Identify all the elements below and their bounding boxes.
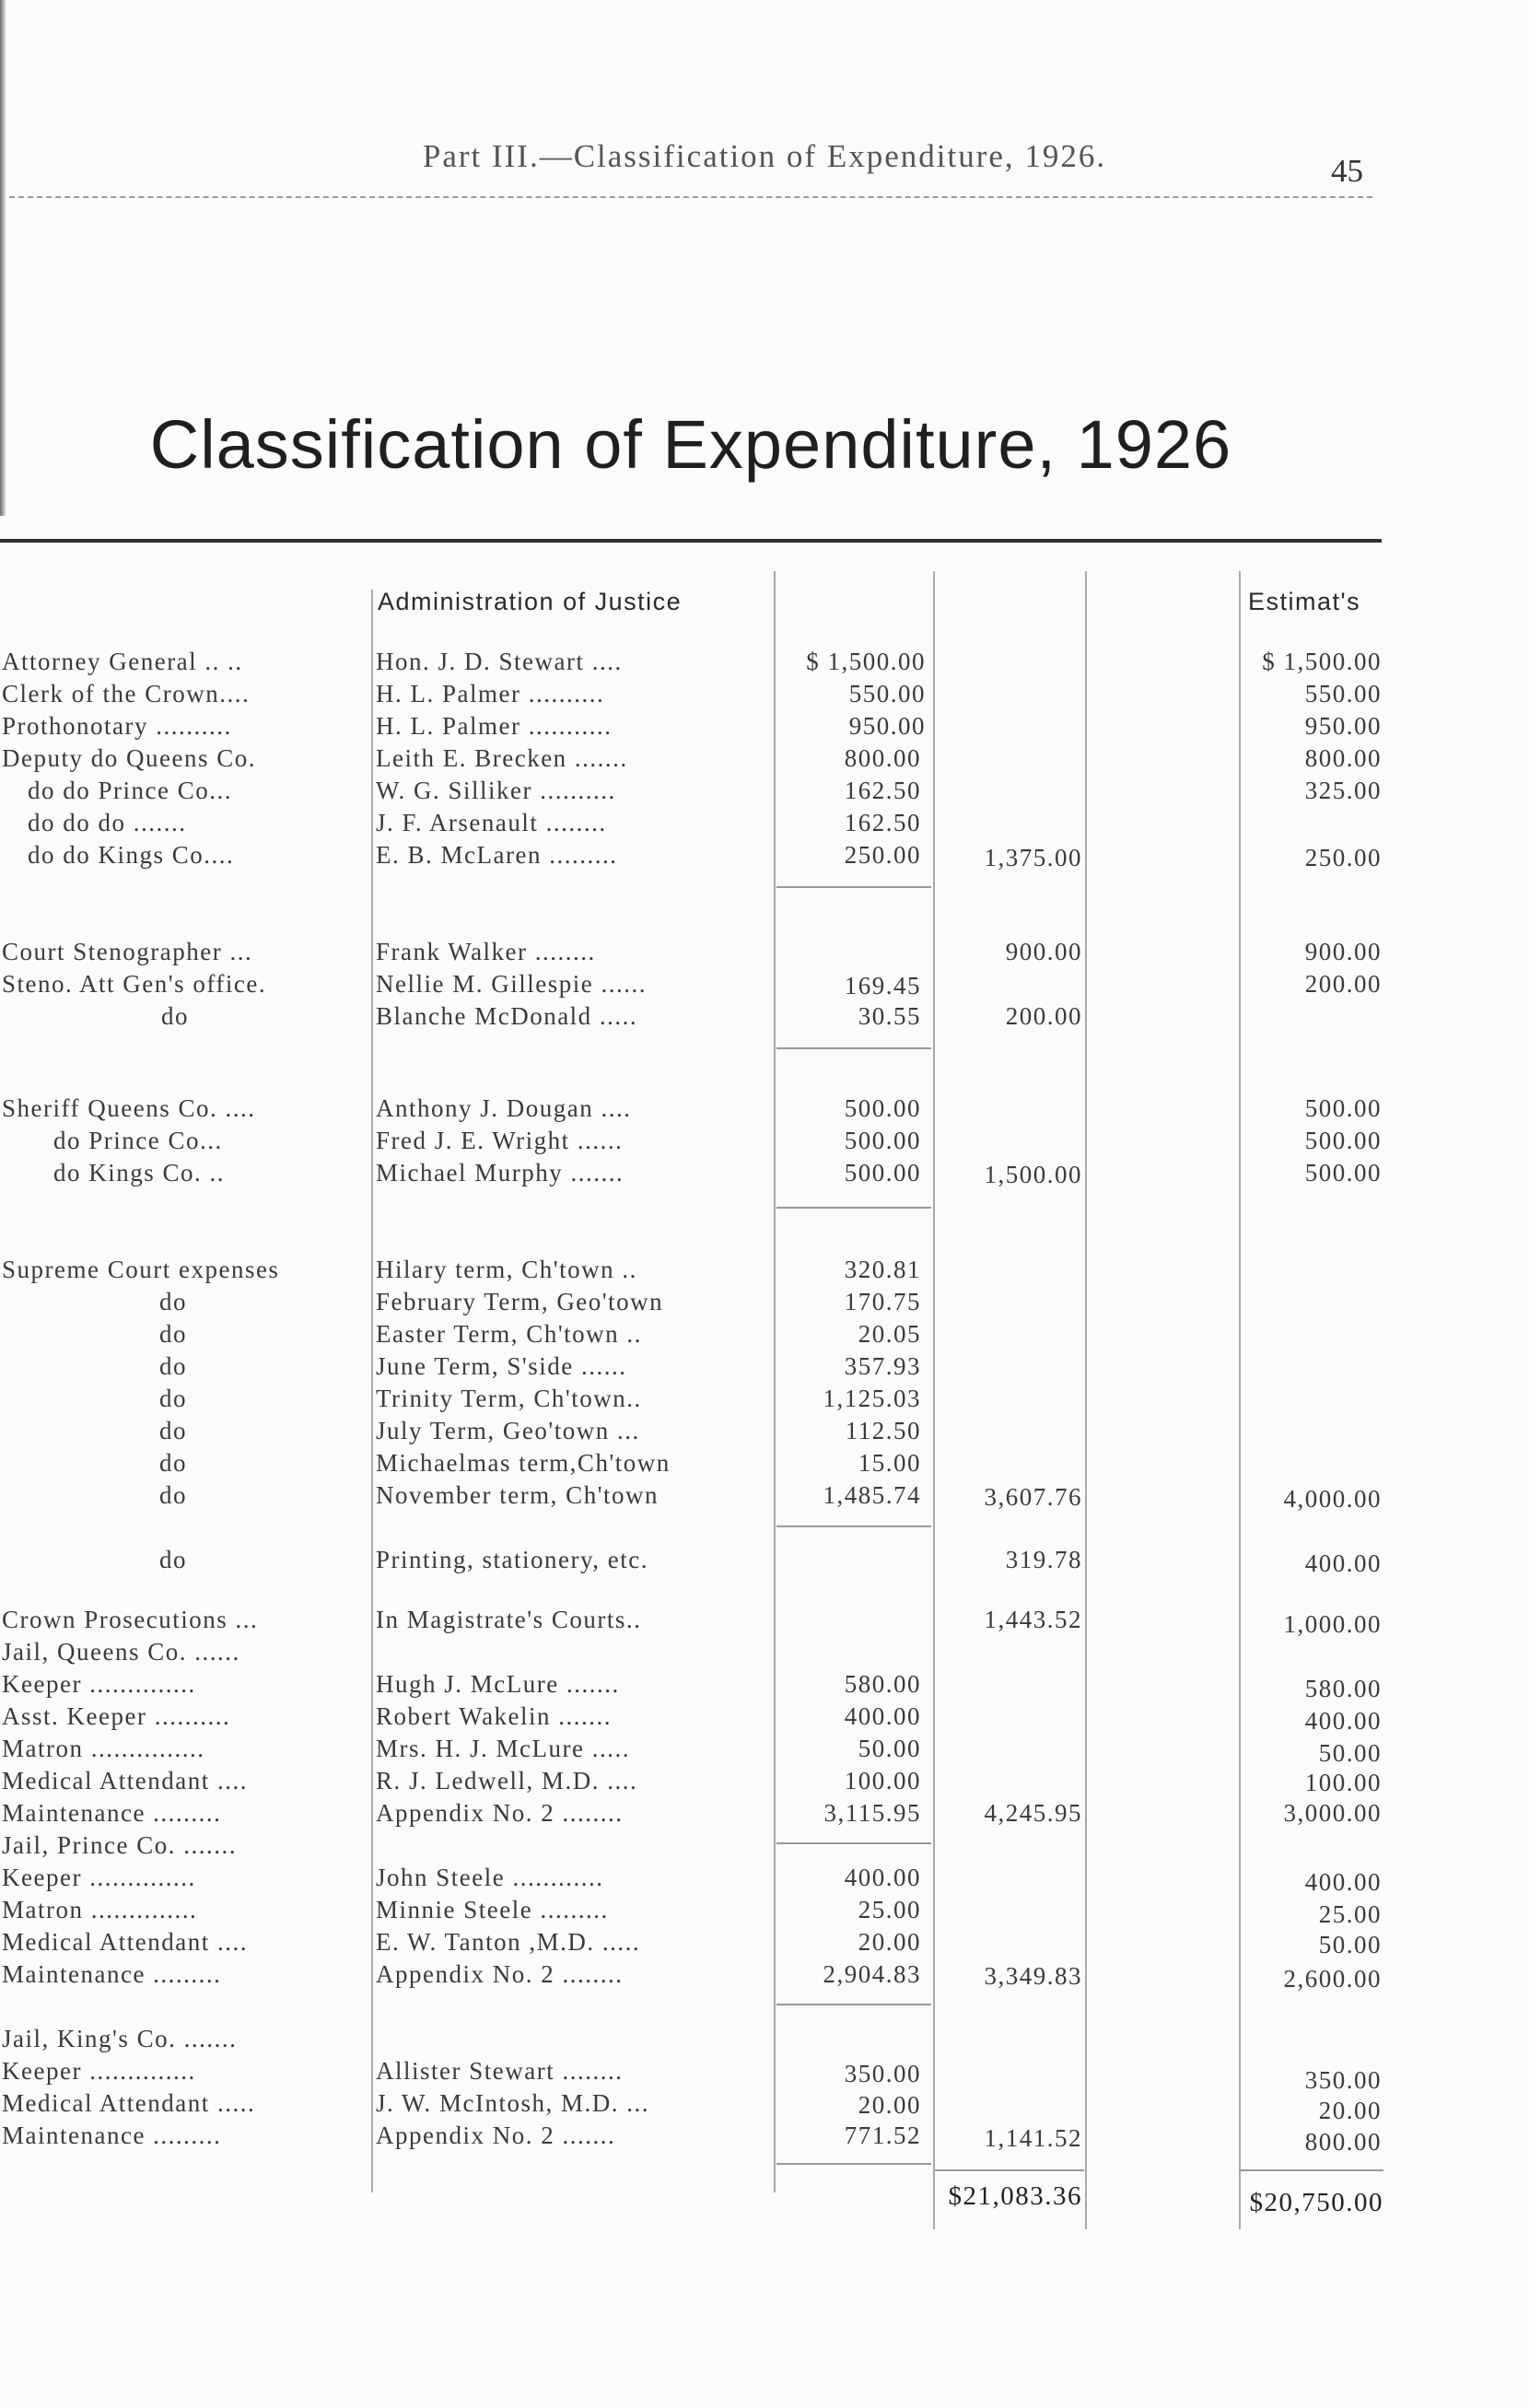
subtotal-rule: [776, 1047, 931, 1049]
row-amount: 400.00: [844, 1864, 921, 1891]
row-estimate: $ 1,500.00: [1262, 648, 1382, 675]
row-estimate: 500.00: [1304, 1159, 1382, 1186]
row-name: Mrs. H. J. McLure .....: [376, 1735, 630, 1762]
row-amount: 500.00: [844, 1094, 921, 1122]
subtotal-rule: [776, 1842, 931, 1844]
row-name: Appendix No. 2 ........: [376, 1799, 624, 1827]
estimates-grand-total: $20,750.00: [1249, 2188, 1383, 2217]
row-name: Trinity Term, Ch'town..: [376, 1385, 642, 1412]
row-name: June Term, S'side ......: [376, 1352, 627, 1380]
row-name: November term, Ch'town: [376, 1481, 659, 1509]
row-amount: 320.81: [844, 1256, 921, 1283]
row-name: Hon. J. D. Stewart ....: [376, 648, 623, 675]
row-estimate: 250.00: [1304, 844, 1382, 871]
column-separator-subtotal-right: [1085, 571, 1087, 2229]
expenditure-grand-total: $21,083.36: [948, 2181, 1082, 2211]
row-name: H. L. Palmer ...........: [376, 712, 613, 740]
row-name: Hugh J. McLure .......: [376, 1670, 620, 1698]
row-item: do: [159, 1546, 187, 1573]
row-amount: 15.00: [858, 1449, 921, 1477]
row-name: February Term, Geo'town: [376, 1288, 664, 1315]
row-amount: 20.00: [858, 2091, 921, 2119]
row-name: Leith E. Brecken .......: [376, 744, 628, 772]
row-estimate: 580.00: [1304, 1675, 1382, 1702]
row-item: do do do .......: [28, 809, 187, 836]
row-item: Jail, Queens Co. ......: [2, 1638, 240, 1666]
row-item: Deputy do Queens Co.: [2, 744, 256, 772]
row-item: Clerk of the Crown....: [2, 680, 251, 707]
row-item: do: [159, 1320, 187, 1348]
total-rule: [935, 2169, 1084, 2171]
row-estimate: 325.00: [1304, 777, 1382, 804]
running-head: Part III.—Classification of Expenditure, 1926.: [422, 138, 1107, 174]
subtotal-rule: [776, 1525, 931, 1527]
total-rule: [1241, 2169, 1383, 2171]
column-separator-amount: [774, 571, 776, 2192]
row-name: Robert Wakelin .......: [376, 1702, 613, 1730]
header-rule: [9, 196, 1372, 198]
row-name: J. F. Arsenault ........: [376, 809, 607, 836]
row-name: E. B. McLaren .........: [376, 841, 618, 869]
row-item: Keeper ..............: [2, 2057, 196, 2085]
row-name: Minnie Steele .........: [376, 1896, 609, 1923]
row-item: Maintenance .........: [2, 1960, 222, 1988]
row-subtotal: 4,245.95: [984, 1799, 1082, 1827]
row-name: Easter Term, Ch'town ..: [376, 1320, 642, 1348]
row-item: Keeper ..............: [2, 1670, 196, 1698]
row-amount: 771.52: [844, 2122, 921, 2149]
row-subtotal: 3,349.83: [984, 1962, 1082, 1990]
row-name: John Steele ............: [376, 1864, 604, 1891]
row-name: J. W. McIntosh, M.D. ...: [376, 2089, 650, 2117]
row-estimate: 25.00: [1318, 1900, 1382, 1928]
row-item: do Kings Co. ..: [53, 1159, 226, 1186]
row-estimate: 950.00: [1304, 712, 1382, 740]
row-amount: 350.00: [844, 2060, 921, 2087]
row-name: Fred J. E. Wright ......: [376, 1127, 624, 1154]
row-amount: 170.75: [844, 1288, 921, 1315]
row-item: do: [159, 1417, 187, 1444]
row-item: do: [159, 1481, 187, 1509]
row-item: Maintenance .........: [2, 2122, 222, 2149]
row-item: do: [161, 1002, 189, 1030]
row-item: do Prince Co...: [53, 1127, 223, 1154]
row-item: Jail, King's Co. .......: [2, 2025, 238, 2052]
row-subtotal: 3,607.76: [984, 1483, 1082, 1511]
row-name: Allister Stewart ........: [376, 2057, 624, 2085]
row-amount: 20.05: [858, 1320, 921, 1348]
row-name: H. L. Palmer ..........: [376, 680, 605, 707]
row-item: Matron ...............: [2, 1735, 205, 1762]
row-estimate: 200.00: [1304, 970, 1382, 998]
row-estimate: 400.00: [1304, 1549, 1382, 1577]
subtotal-rule: [776, 2163, 931, 2165]
row-name: W. G. Silliker ..........: [376, 777, 616, 804]
row-name: Appendix No. 2 ........: [376, 1960, 624, 1988]
row-amount: 250.00: [844, 841, 921, 869]
row-item: do: [159, 1288, 187, 1315]
row-item: do do Prince Co...: [28, 777, 232, 804]
row-item: Attorney General .. ..: [2, 648, 243, 675]
column-separator-subtotal: [933, 571, 935, 2229]
row-estimate: 50.00: [1318, 1739, 1382, 1767]
row-name: Frank Walker ........: [376, 938, 596, 965]
row-name: Blanche McDonald .....: [376, 1002, 638, 1030]
row-subtotal: 200.00: [1005, 1002, 1082, 1030]
row-estimate: 550.00: [1304, 680, 1382, 707]
row-amount: 100.00: [844, 1767, 921, 1794]
page-title: Classification of Expenditure, 1926: [149, 406, 1232, 483]
row-estimate: 2,600.00: [1283, 1965, 1382, 1993]
row-estimate: 4,000.00: [1283, 1485, 1382, 1513]
page-number: 45: [1331, 153, 1363, 189]
section-heading: Administration of Justice: [378, 588, 683, 615]
row-name: Nellie M. Gillespie ......: [376, 970, 647, 998]
row-amount: 20.00: [858, 1928, 921, 1956]
row-subtotal: 319.78: [1005, 1546, 1082, 1573]
row-amount: 357.93: [844, 1352, 921, 1380]
row-amount: 1,125.03: [823, 1385, 921, 1412]
row-estimate: 400.00: [1304, 1707, 1382, 1735]
row-estimate: 500.00: [1304, 1094, 1382, 1122]
row-item: Supreme Court expenses: [2, 1256, 280, 1283]
title-rule: [0, 539, 1382, 543]
row-item: Jail, Prince Co. .......: [2, 1831, 237, 1859]
row-estimate: 350.00: [1304, 2066, 1382, 2094]
row-item: Steno. Att Gen's office.: [2, 970, 267, 998]
row-item: Sheriff Queens Co. ....: [2, 1094, 256, 1122]
row-item: Maintenance .........: [2, 1799, 222, 1827]
row-item: Medical Attendant .....: [2, 2089, 256, 2117]
row-name: Michaelmas term,Ch'town: [376, 1449, 671, 1477]
subtotal-rule: [776, 886, 931, 888]
row-estimate: 50.00: [1318, 1931, 1382, 1958]
row-subtotal: 1,141.52: [984, 2124, 1082, 2152]
row-estimate: 800.00: [1304, 2128, 1382, 2156]
row-name: E. W. Tanton ,M.D. .....: [376, 1928, 641, 1956]
row-estimate: 1,000.00: [1283, 1610, 1382, 1638]
row-estimate: 100.00: [1304, 1769, 1382, 1796]
row-name: In Magistrate's Courts..: [376, 1606, 642, 1633]
row-name: Hilary term, Ch'town ..: [376, 1256, 637, 1283]
row-amount: 162.50: [844, 809, 921, 836]
row-subtotal: 900.00: [1005, 938, 1082, 965]
row-item: Court Stenographer ...: [2, 938, 253, 965]
row-subtotal: 1,443.52: [984, 1606, 1082, 1633]
column-separator-estimates: [1239, 571, 1241, 2229]
column-separator-item-name: [371, 590, 373, 2192]
row-name: July Term, Geo'town ...: [376, 1417, 640, 1444]
row-amount: 500.00: [844, 1127, 921, 1154]
row-subtotal: $ 1,500.00: [806, 648, 926, 675]
row-amount: 800.00: [844, 744, 921, 772]
row-amount: 400.00: [844, 1702, 921, 1730]
row-item: Asst. Keeper ..........: [2, 1702, 231, 1730]
row-item: Medical Attendant ....: [2, 1767, 248, 1794]
row-amount: 112.50: [845, 1417, 921, 1444]
row-amount: 580.00: [844, 1670, 921, 1698]
row-subtotal: 1,375.00: [984, 844, 1082, 871]
row-name: Michael Murphy .......: [376, 1159, 624, 1186]
row-name: R. J. Ledwell, M.D. ....: [376, 1767, 638, 1794]
row-name: Anthony J. Dougan ....: [376, 1094, 632, 1122]
row-amount: 2,904.83: [823, 1960, 921, 1988]
row-item: do do Kings Co....: [28, 841, 235, 869]
row-name: Appendix No. 2 .......: [376, 2122, 616, 2149]
row-estimate: 800.00: [1304, 744, 1382, 772]
row-amount: 500.00: [844, 1159, 921, 1186]
row-item: Matron ..............: [2, 1896, 198, 1923]
row-amount: 1,485.74: [823, 1481, 921, 1509]
row-item: Crown Prosecutions ...: [2, 1606, 259, 1633]
subtotal-rule: [776, 2004, 931, 2005]
row-item: do: [159, 1385, 187, 1412]
row-estimate: 500.00: [1304, 1127, 1382, 1154]
row-amount: 169.45: [844, 972, 921, 999]
row-item: do: [159, 1449, 187, 1477]
row-amount: 30.55: [858, 1002, 921, 1030]
row-amount: 50.00: [858, 1735, 921, 1762]
row-amount: 162.50: [844, 777, 921, 804]
row-item: Prothonotary ..........: [2, 712, 232, 740]
row-subtotal: 550.00: [848, 680, 926, 707]
row-estimate: 400.00: [1304, 1868, 1382, 1896]
row-amount: 25.00: [858, 1896, 921, 1923]
row-subtotal: 1,500.00: [984, 1161, 1082, 1188]
row-estimate: 3,000.00: [1283, 1799, 1382, 1827]
subtotal-rule: [776, 1207, 931, 1209]
row-item: do: [159, 1352, 187, 1380]
row-estimate: 20.00: [1318, 2097, 1382, 2124]
row-item: Medical Attendant ....: [2, 1928, 248, 1956]
row-estimate: 900.00: [1304, 938, 1382, 965]
estimates-heading: Estimat's: [1248, 588, 1361, 615]
row-amount: 3,115.95: [823, 1799, 921, 1827]
row-name: Printing, stationery, etc.: [376, 1546, 648, 1573]
row-subtotal: 950.00: [848, 712, 926, 740]
row-item: Keeper ..............: [2, 1864, 196, 1891]
